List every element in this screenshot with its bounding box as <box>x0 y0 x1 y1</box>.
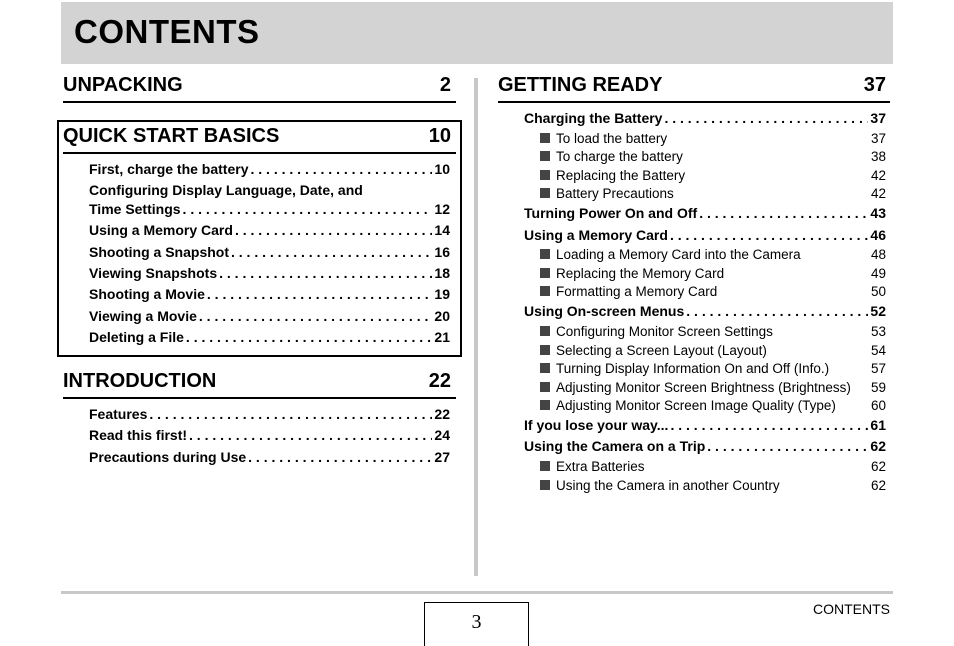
footer-label: CONTENTS <box>813 601 890 617</box>
bullet-square-icon <box>540 345 550 355</box>
section-page: 37 <box>863 74 886 96</box>
entry-page: 61 <box>870 417 886 433</box>
toc-entry[interactable] <box>89 161 450 178</box>
subentry-page: 49 <box>870 266 886 281</box>
toc-subentry[interactable] <box>540 284 886 300</box>
subentry-page: 42 <box>870 168 886 183</box>
toc-subentry[interactable] <box>540 398 886 414</box>
section-title: INTRODUCTION <box>63 370 217 392</box>
entry-page: 52 <box>870 303 886 319</box>
column-divider <box>474 78 478 576</box>
toc-entry[interactable] <box>524 205 886 222</box>
bullet-square-icon <box>540 400 550 410</box>
subentry-page: 62 <box>870 459 886 474</box>
subentry-label: Selecting a Screen Layout (Layout) <box>556 343 767 358</box>
toc-entry[interactable] <box>89 286 450 303</box>
footer-divider <box>61 591 893 594</box>
toc-entry[interactable] <box>524 110 886 127</box>
subentry-page: 38 <box>870 149 886 164</box>
section-title: GETTING READY <box>498 74 663 96</box>
bullet-square-icon <box>540 286 550 296</box>
entry-label: Using a Memory Card <box>89 222 233 238</box>
subentry-page: 59 <box>870 380 886 395</box>
subentry-label: Loading a Memory Card into the Camera <box>556 247 801 262</box>
bullet-square-icon <box>540 480 550 490</box>
dot-leader <box>251 161 433 178</box>
entry-page: 16 <box>434 244 450 260</box>
toc-entry[interactable] <box>89 329 450 346</box>
entry-page: 24 <box>434 427 450 443</box>
subentry-page: 37 <box>870 131 886 146</box>
entry-label: Using On-screen Menus <box>524 303 685 319</box>
toc-entry[interactable] <box>89 265 450 282</box>
dot-leader <box>707 438 868 455</box>
entry-label: If you lose your way... <box>524 417 669 433</box>
entry-label: Using the Camera on a Trip <box>524 438 706 454</box>
dot-leader <box>149 406 432 423</box>
section-getting-ready[interactable] <box>498 74 890 103</box>
page-header <box>61 2 893 64</box>
toc-entry[interactable] <box>524 227 886 244</box>
entry-label: Configuring Display Language, Date, and <box>89 182 363 198</box>
subentry-label: Configuring Monitor Screen Settings <box>556 324 773 339</box>
subentry-label: Adjusting Monitor Screen Brightness (Brightness) <box>556 380 851 395</box>
entry-page: 21 <box>434 329 450 345</box>
entry-label: First, charge the battery <box>89 161 249 177</box>
toc-subentry[interactable] <box>540 131 886 147</box>
subentry-page: 57 <box>870 361 886 376</box>
toc-entry[interactable] <box>524 303 886 320</box>
dot-leader <box>670 227 868 244</box>
entry-label: Features <box>89 406 148 422</box>
toc-subentry[interactable] <box>540 168 886 184</box>
toc-subentry[interactable] <box>540 324 886 340</box>
toc-subentry[interactable] <box>540 343 886 359</box>
entry-page: 43 <box>870 205 886 221</box>
page-title: CONTENTS <box>74 13 260 50</box>
entry-label: Using a Memory Card <box>524 227 668 243</box>
toc-entry-line1[interactable] <box>89 182 450 199</box>
bullet-square-icon <box>540 461 550 471</box>
entry-label: Precautions during Use <box>89 449 247 465</box>
subentry-label: To charge the battery <box>556 149 683 164</box>
entry-page: 46 <box>870 227 886 243</box>
entry-page: 19 <box>434 286 450 302</box>
dot-leader <box>219 265 432 282</box>
bullet-square-icon <box>540 326 550 336</box>
entry-page: 62 <box>870 438 886 454</box>
dot-leader <box>207 286 433 303</box>
section-title: UNPACKING <box>63 74 183 96</box>
subentry-label: Formatting a Memory Card <box>556 284 718 299</box>
entry-label: Deleting a File <box>89 329 184 345</box>
bullet-square-icon <box>540 382 550 392</box>
entry-label: Viewing Snapshots <box>89 265 218 281</box>
subentry-page: 54 <box>870 343 886 358</box>
subentry-label: To load the battery <box>556 131 668 146</box>
entry-label: Shooting a Snapshot <box>89 244 229 260</box>
entry-label: Read this first! <box>89 427 188 443</box>
entry-page: 10 <box>434 161 450 177</box>
entry-page: 27 <box>434 449 450 465</box>
dot-leader <box>664 110 868 127</box>
toc-entry[interactable] <box>89 449 450 466</box>
subentry-page: 50 <box>870 284 886 299</box>
section-quick-start[interactable] <box>63 125 456 154</box>
subentry-label: Using the Camera in another Country <box>556 478 780 493</box>
entry-page: 12 <box>434 201 450 217</box>
subentry-label: Replacing the Battery <box>556 168 686 183</box>
entry-page: 20 <box>434 308 450 324</box>
dot-leader <box>235 222 432 239</box>
toc-entry[interactable] <box>89 427 450 444</box>
toc-subentry[interactable] <box>540 361 886 377</box>
subentry-label: Battery Precautions <box>556 186 674 201</box>
toc-subentry[interactable] <box>540 186 886 202</box>
subentry-label: Extra Batteries <box>556 459 645 474</box>
toc-subentry[interactable] <box>540 149 886 165</box>
bullet-square-icon <box>540 363 550 373</box>
section-introduction[interactable] <box>63 370 456 399</box>
dot-leader <box>699 205 868 222</box>
subentry-page: 42 <box>870 186 886 201</box>
dot-leader <box>183 201 433 218</box>
bullet-square-icon <box>540 188 550 198</box>
section-unpacking[interactable] <box>63 74 456 103</box>
entry-page: 37 <box>870 110 886 126</box>
section-page: 2 <box>439 74 451 96</box>
entry-page: 22 <box>434 406 450 422</box>
dot-leader <box>231 244 432 261</box>
entry-label: Shooting a Movie <box>89 286 205 302</box>
section-page: 22 <box>428 370 451 392</box>
bullet-square-icon <box>540 268 550 278</box>
toc-subentry[interactable] <box>540 459 886 475</box>
toc-entry[interactable] <box>89 222 450 239</box>
entry-label: Viewing a Movie <box>89 308 197 324</box>
subentry-label: Adjusting Monitor Screen Image Quality (Type) <box>556 398 836 413</box>
dot-leader <box>199 308 433 325</box>
toc-subentry[interactable] <box>540 247 886 263</box>
entry-label: Turning Power On and Off <box>524 205 698 221</box>
subentry-label: Turning Display Information On and Off (Info.) <box>556 361 830 376</box>
dot-leader <box>670 417 868 434</box>
dot-leader <box>686 303 868 320</box>
bullet-square-icon <box>540 133 550 143</box>
entry-page: 18 <box>434 265 450 281</box>
subentry-page: 53 <box>870 324 886 339</box>
toc-subentry[interactable] <box>540 266 886 282</box>
bullet-square-icon <box>540 170 550 180</box>
toc-subentry[interactable] <box>540 478 886 494</box>
toc-entry[interactable] <box>89 244 450 261</box>
section-title: QUICK START BASICS <box>63 125 280 147</box>
subentry-label: Replacing the Memory Card <box>556 266 725 281</box>
toc-subentry[interactable] <box>540 380 886 396</box>
section-page: 10 <box>428 125 451 147</box>
bullet-square-icon <box>540 249 550 259</box>
entry-label: Time Settings <box>89 201 181 217</box>
toc-entry[interactable] <box>524 417 886 434</box>
dot-leader <box>248 449 432 466</box>
toc-entry[interactable] <box>89 201 450 218</box>
entry-page: 14 <box>434 222 450 238</box>
subentry-page: 60 <box>870 398 886 413</box>
entry-label: Charging the Battery <box>524 110 663 126</box>
dot-leader <box>186 329 433 346</box>
toc-entry[interactable] <box>89 308 450 325</box>
dot-leader <box>189 427 432 444</box>
toc-entry[interactable] <box>524 438 886 455</box>
toc-entry[interactable] <box>89 406 450 423</box>
subentry-page: 48 <box>870 247 886 262</box>
page-number: 3 <box>424 602 529 646</box>
bullet-square-icon <box>540 151 550 161</box>
subentry-page: 62 <box>870 478 886 493</box>
